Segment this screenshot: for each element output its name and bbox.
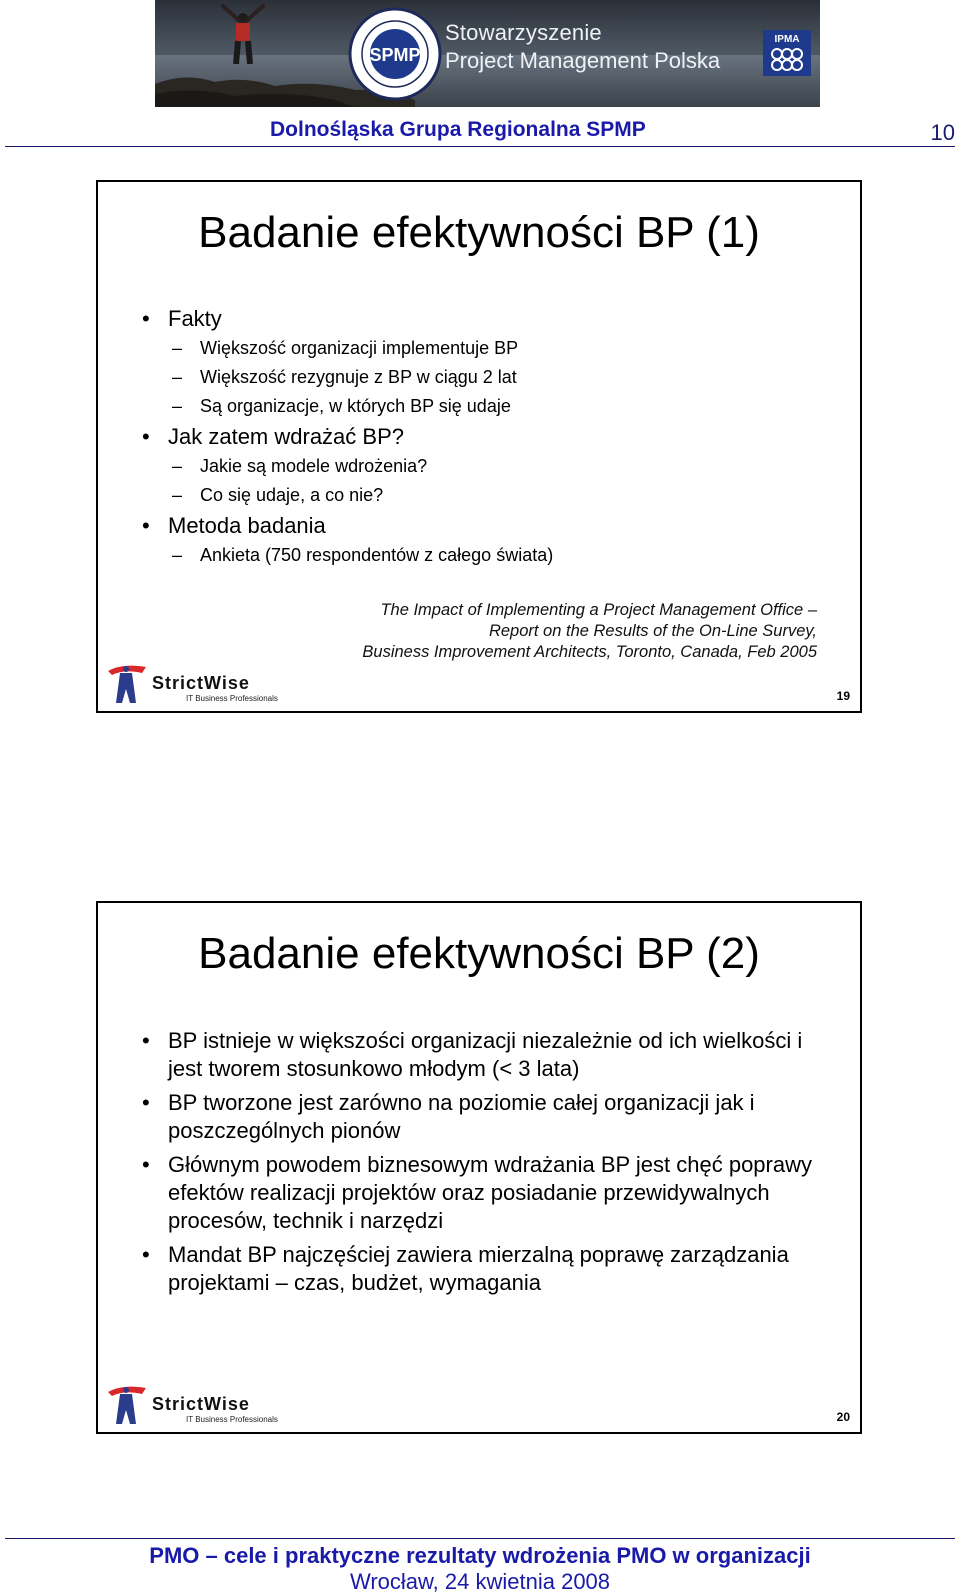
- citation-line: Report on the Results of the On-Line Survey,: [488, 622, 817, 640]
- group-name: Dolnośląska Grupa Regionalna SPMP: [270, 118, 646, 141]
- bullet-list: [142, 1027, 842, 1303]
- person-raised-arms-icon: [215, 4, 271, 64]
- sub-bullet-item: – Większość organizacji implementuje BP: [142, 337, 832, 359]
- sub-bullet-item: – Są organizacje, w których BP się udaje: [142, 395, 832, 417]
- header-banner: [155, 0, 820, 107]
- page-footer: [5, 1538, 955, 1595]
- strictwise-logo: [102, 1384, 292, 1428]
- page-number: 10: [930, 120, 955, 145]
- slide-19: [96, 180, 862, 713]
- bullet-item: • Metoda badania: [142, 513, 832, 539]
- spmp-seal-logo: [347, 6, 443, 102]
- slide-title: Badanie efektywności BP (2): [198, 929, 760, 978]
- svg-text:IPMA: IPMA: [774, 34, 800, 45]
- svg-text:SPMP: SPMP: [369, 45, 421, 65]
- bullet-item: • Głównym powodem biznesowym wdrażania BP jest chęć poprawy efektów realizacji projektów oraz posiadanie przewidywalnych procesów, technik i narzędzi: [142, 1151, 842, 1235]
- bullet-item: • BP tworzone jest zarówno na poziomie całej organizacji jak i poszczególnych pionów: [142, 1089, 842, 1145]
- bullet-item: • Jak zatem wdrażać BP?: [142, 424, 832, 450]
- sub-bullet-item: – Co się udaje, a co nie?: [142, 484, 832, 506]
- slide-number: 20: [836, 1410, 850, 1424]
- sub-bullet-item: – Ankieta (750 respondentów z całego świata): [142, 544, 832, 566]
- sub-bullet-item: – Większość rezygnuje z BP w ciągu 2 lat: [142, 366, 832, 388]
- org-name-line1: Stowarzyszenie: [445, 20, 602, 45]
- slide-20: [96, 901, 862, 1434]
- slide-number: 19: [836, 689, 850, 703]
- slide-title: Badanie efektywności BP (1): [198, 208, 760, 257]
- svg-text:IT Business Professionals: IT Business Professionals: [186, 694, 278, 703]
- strictwise-logo: [102, 663, 292, 707]
- sub-bullet-item: – Jakie są modele wdrożenia?: [142, 455, 832, 477]
- svg-text:StrictWise: StrictWise: [152, 673, 250, 693]
- bullet-item: • BP istnieje w większości organizacji niezależnie od ich wielkości i jest tworem stosunkowo młodym (< 3 lata): [142, 1027, 842, 1083]
- source-citation: [362, 600, 817, 663]
- footer-title: PMO – cele i praktyczne rezultaty wdrożenia PMO w organizacji: [149, 1543, 811, 1568]
- bullet-item: • Mandat BP najczęściej zawiera mierzalną poprawę zarządzania projektami – czas, budżet, wymagania: [142, 1241, 842, 1297]
- bullet-list: [142, 306, 832, 573]
- bullet-item: • Fakty: [142, 306, 832, 332]
- svg-text:IT Business Professionals: IT Business Professionals: [186, 1415, 278, 1424]
- page-header: [5, 116, 955, 147]
- ipma-logo: [763, 30, 811, 76]
- footer-date: Wrocław, 24 kwietnia 2008: [349, 1569, 611, 1594]
- svg-text:StrictWise: StrictWise: [152, 1394, 250, 1414]
- citation-line: Business Improvement Architects, Toronto, Canada, Feb 2005: [362, 643, 817, 661]
- citation-line: The Impact of Implementing a Project Management Office –: [380, 601, 817, 619]
- org-name-line2: Project Management Polska: [445, 48, 721, 73]
